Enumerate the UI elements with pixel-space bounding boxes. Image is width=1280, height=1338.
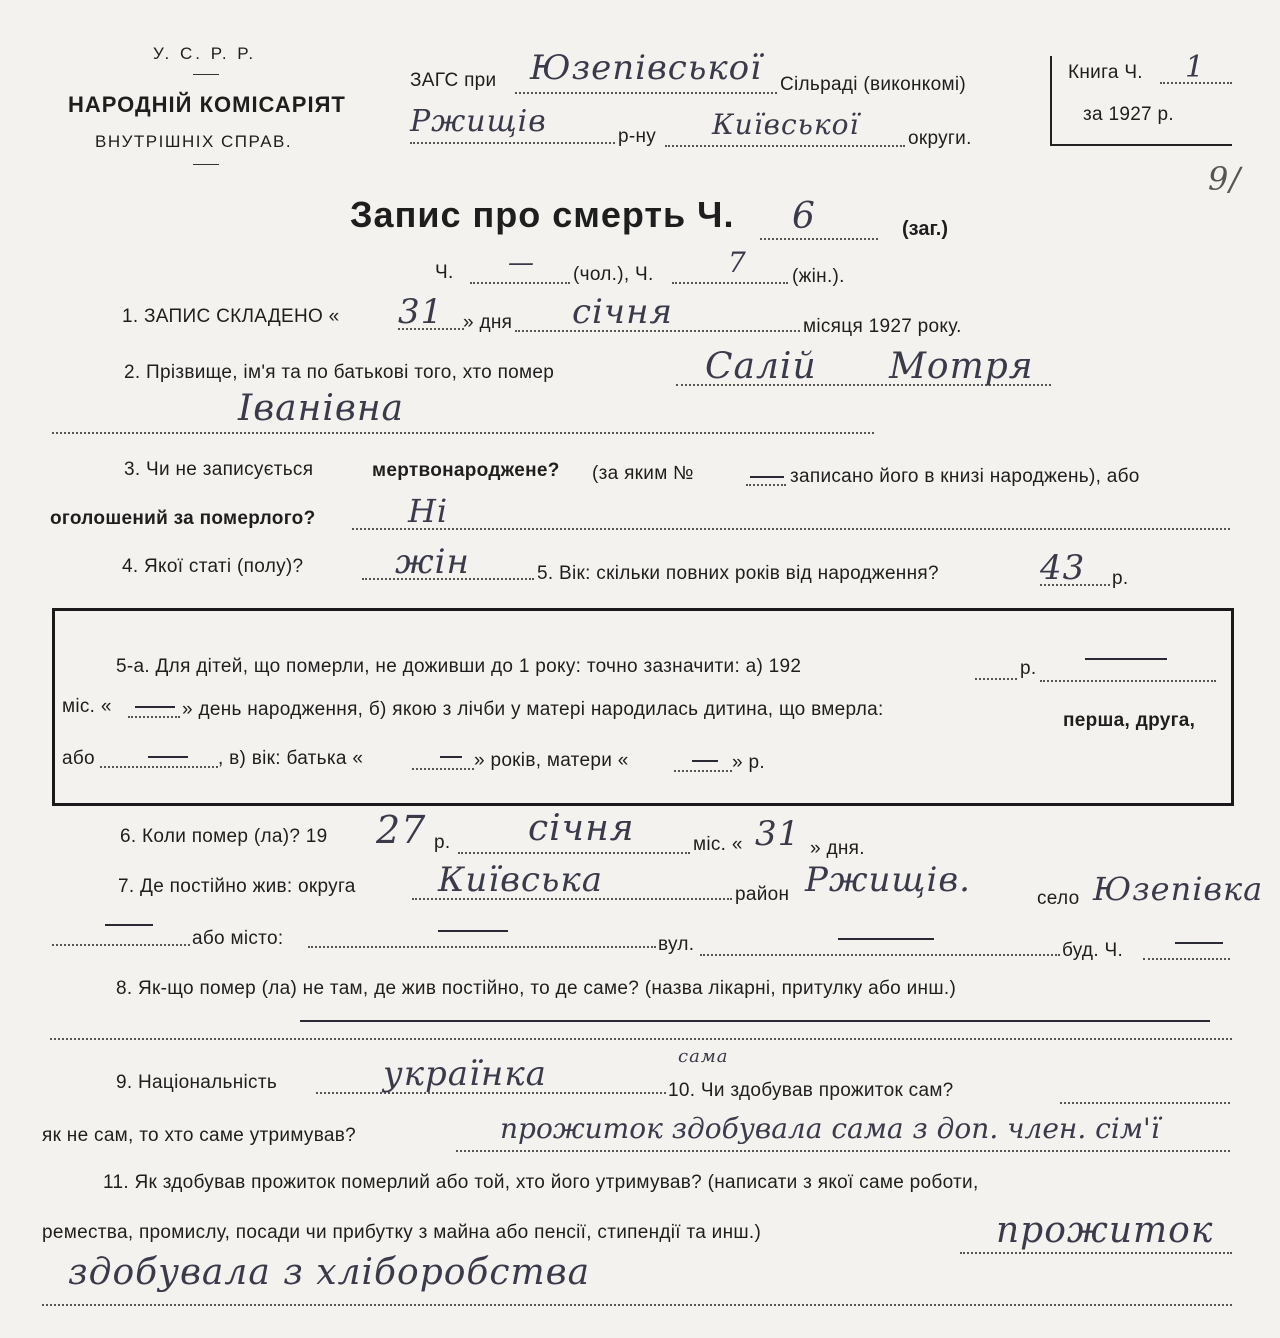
strike-dash (440, 756, 462, 758)
fill-line (50, 1038, 1232, 1040)
fill-line (672, 282, 788, 284)
item5a-line2-bold: перша, друга, (1063, 710, 1196, 731)
item3-answer-handwritten: Ні (408, 492, 449, 530)
strike-dash (1085, 658, 1167, 660)
age-suffix: р. (1112, 568, 1129, 589)
rayon-label: район (735, 884, 790, 905)
fill-line (760, 238, 878, 240)
fill-line (746, 484, 786, 486)
item5a-line3c: » р. (732, 752, 765, 773)
record-number-handwritten: 6 (792, 196, 816, 237)
fill-line (665, 145, 905, 147)
female-count-handwritten: 7 (728, 246, 747, 279)
item1-label: 1. ЗАПИС СКЛАДЕНО « (122, 306, 340, 327)
above-insert-handwritten: сама (678, 1046, 729, 1067)
item3-stillborn: мертвонароджене? (372, 460, 560, 481)
item5a-line1: 5-а. Для дітей, що померли, не доживши до 1 року: точно зазначити: а) 192 (116, 656, 802, 677)
fill-line (128, 716, 180, 718)
zags-okruha-handwritten: Київської (712, 108, 860, 141)
death-year-handwritten: 27 (376, 808, 427, 852)
strike-line (300, 1020, 1210, 1022)
fill-line (470, 282, 570, 284)
divider (193, 74, 219, 75)
strike-dash (135, 706, 175, 708)
rayon-handwritten: Ржищів. (805, 860, 971, 900)
strike-dash (438, 930, 508, 932)
item10-sub-label: як не сам, то хто саме утримував? (42, 1125, 357, 1146)
fill-line (515, 92, 777, 94)
divider (193, 164, 219, 165)
sex-handwritten: жін (395, 542, 470, 582)
age-label: 5. Вік: скільки повних років від народження? (537, 563, 939, 584)
deceased-name-handwritten: Салій Мотря (705, 346, 1034, 387)
record-title: Запис про смерть Ч. (350, 194, 735, 235)
item3-declared: оголошений за померлого? (50, 508, 316, 529)
zags-prefix: ЗАГС при (410, 70, 497, 91)
book-year-label: за 1927 р. (1083, 104, 1174, 125)
item3-question-number: (за яким № (592, 463, 694, 484)
fill-line (1143, 958, 1230, 960)
fill-line (1040, 680, 1216, 682)
fill-line (52, 432, 874, 434)
item7-label: 7. Де постійно жив: округа (118, 876, 356, 897)
fill-line (700, 954, 1060, 956)
male-count-label: (чол.), Ч. (573, 264, 654, 285)
record-month-handwritten: січня (572, 292, 673, 332)
fill-line (42, 1304, 1232, 1306)
strike-dash (750, 476, 784, 478)
item5a-line3b: » років, матери « (474, 750, 629, 771)
item5a-or: або (62, 748, 95, 769)
fill-line (352, 528, 1230, 530)
strike-dash (1175, 942, 1223, 944)
strike-dash (105, 924, 153, 926)
commissariat-title: НАРОДНІЙ КОМІСАРІЯТ (68, 92, 346, 117)
strike-dash (148, 756, 188, 758)
corner-mark: 9/ (1208, 160, 1242, 198)
item6-label: 6. Коли помер (ла)? 19 (120, 826, 328, 847)
item10-label: 10. Чи здобував прожиток сам? (668, 1080, 954, 1101)
fill-line (52, 944, 190, 946)
item4-label: 4. Якої статі (полу)? (122, 556, 304, 577)
item6-year-suffix: р. (434, 832, 451, 853)
item2-label: 2. Прізвище, ім'я та по батькові того, хто помер (124, 362, 555, 383)
item3-question: 3. Чи не записується (124, 459, 314, 480)
strike-dash (838, 938, 934, 940)
zags-district-handwritten: Ржищів (410, 104, 547, 139)
death-month-handwritten: січня (528, 808, 635, 849)
book-number-handwritten: 1 (1185, 50, 1206, 85)
death-day-handwritten: 31 (755, 814, 801, 854)
vul-label: вул. (658, 934, 695, 955)
fill-line (975, 678, 1017, 680)
fill-line (410, 142, 615, 144)
fill-line (1060, 1102, 1230, 1104)
fill-line (674, 770, 732, 772)
fill-line (456, 1150, 1230, 1152)
item5a-line1-suffix: р. (1020, 658, 1037, 679)
occupation-handwritten-1: прожиток (996, 1210, 1214, 1251)
occupation-handwritten-2: здобувала з хліборобства (68, 1252, 591, 1293)
book-label: Книга Ч. (1068, 62, 1143, 83)
male-count-handwritten: — (508, 248, 535, 278)
zags-suffix: Сільраді (виконкомі) (780, 74, 966, 95)
age-handwritten: 43 (1040, 548, 1086, 588)
fill-line (308, 946, 656, 948)
female-count-label: (жін.). (792, 266, 845, 287)
misto-label: або місто: (192, 928, 284, 949)
item6-day-suffix: » дня. (810, 838, 865, 859)
bud-label: буд. Ч. (1062, 940, 1124, 961)
internal-affairs-label: ВНУТРІШНІХ СПРАВ. (95, 132, 293, 151)
fill-line (412, 768, 474, 770)
selo-label: село (1037, 888, 1080, 909)
zags-district-label: р-ну (618, 126, 657, 147)
item1-year-label: місяця 1927 року. (803, 316, 962, 337)
record-day-handwritten: 31 (398, 292, 444, 332)
deceased-patronymic-handwritten: Іванівна (238, 388, 404, 429)
item1-day-label: » дня (463, 312, 513, 333)
strike-dash (692, 760, 718, 762)
item11-line1: 11. Як здобував прожиток померлий або той, хто його утримував? (написати з якої саме роботи, (103, 1172, 979, 1193)
item5a-month-label: міс. « (62, 696, 112, 717)
item8-label: 8. Як-що помер (ла) не там, де жив постійно, то де саме? (назва лікарні, притулку або инш.) (116, 978, 957, 999)
item5a-line2: » день народження, б) якою з лічби у матері народилась дитина, що вмерла: (182, 699, 884, 720)
fill-line (960, 1252, 1232, 1254)
item11-line2: ремества, промислу, посади чи прибутку з майна або пенсії, стипендії та инш.) (42, 1222, 762, 1243)
zags-okruha-label: округи. (908, 128, 972, 149)
zags-village-handwritten: Юзепівської (530, 48, 762, 88)
counts-prefix: Ч. (435, 262, 454, 283)
support-handwritten: прожиток здобувала сама з доп. член. сім'ї (500, 1112, 1160, 1145)
item5a-line3a: , в) вік: батька « (218, 748, 364, 769)
item3-question-end: записано його в книзі народжень), або (790, 466, 1140, 487)
item6-month-label: міс. « (693, 834, 743, 855)
republic-label: У. С. Р. Р. (153, 44, 257, 63)
okruha-handwritten: Київська (438, 860, 604, 900)
nationality-handwritten: українка (383, 1054, 547, 1094)
fill-line (100, 766, 218, 768)
record-title-suffix: (заг.) (902, 218, 949, 240)
selo-handwritten: Юзепівка (1093, 870, 1264, 908)
item9-label: 9. Національність (116, 1072, 278, 1093)
fill-line (458, 852, 690, 854)
